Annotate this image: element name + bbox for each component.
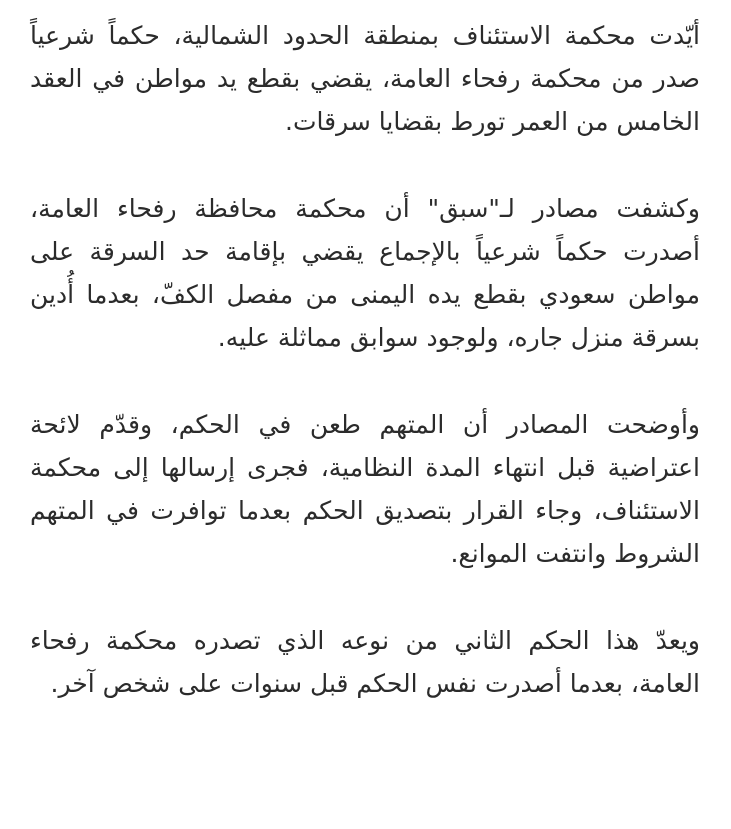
paragraph-appeal-upheld: أيّدت محكمة الاستئناف بمنطقة الحدود الشمالية، حكماً شرعياً صدر من محكمة رفحاء العامة، يقضي بقطع يد مواطن في العقد الخامس من العمر تورط بقضايا سرقات. <box>30 21 700 136</box>
article-body <box>30 14 700 705</box>
paragraph-second-ruling: ويعدّ هذا الحكم الثاني من نوعه الذي تصدره محكمة رفحاء العامة، بعدما أصدرت نفس الحكم قبل سنوات على شخص آخر. <box>30 626 700 698</box>
paragraph-ruling-details: وكشفت مصادر لـ"سبق" أن محكمة محافظة رفحاء العامة، أصدرت حكماً شرعياً بالإجماع يقضي بإقامة حد السرقة على مواطن سعودي بقطع يده اليمنى من مفصل الكفّ، بعدما أُدين بسرقة منزل جاره، ولوجود سوابق مماثلة عليه. <box>30 194 700 352</box>
paragraph-appeal-process: وأوضحت المصادر أن المتهم طعن في الحكم، وقدّم لائحة اعتراضية قبل انتهاء المدة النظامية، فجرى إرسالها إلى محكمة الاستئناف، وجاء القرار بتصديق الحكم بعدما توافرت في المتهم الشروط وانتفت الموانع. <box>30 410 700 568</box>
